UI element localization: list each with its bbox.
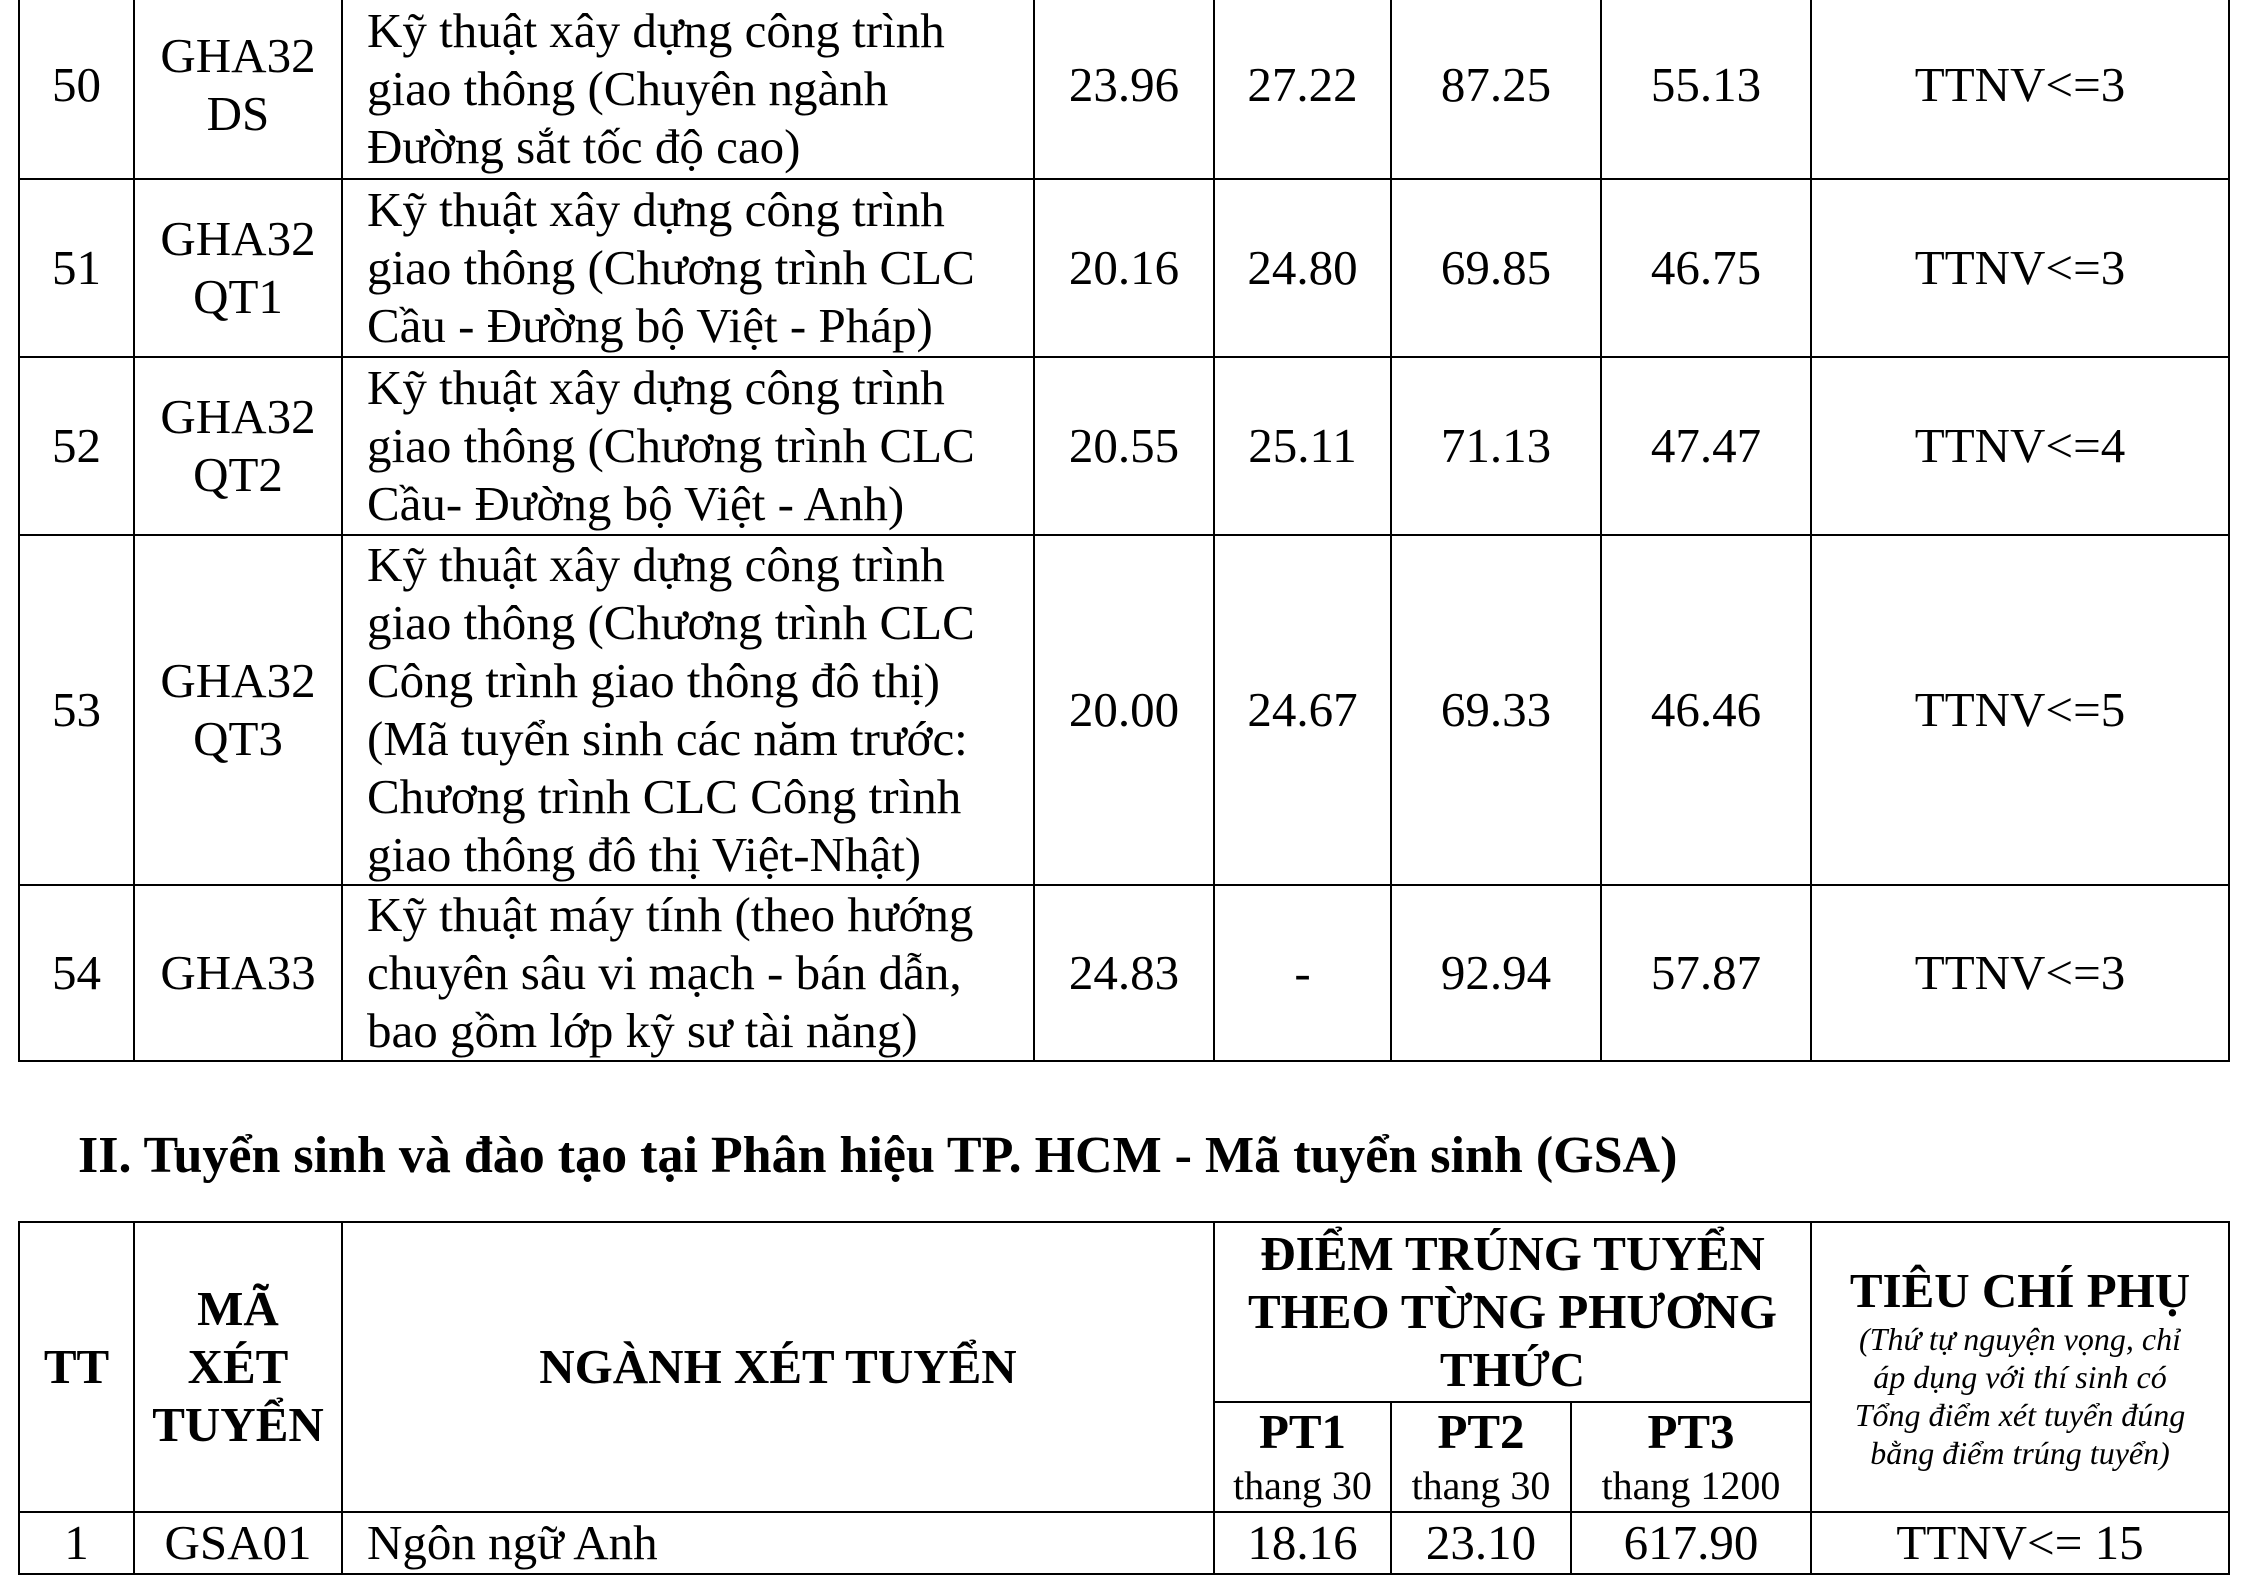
- row-nganh: [342, 179, 1034, 357]
- row-ma: [134, 0, 342, 179]
- row-ma: [134, 357, 342, 535]
- row-pt4: 46.75: [1601, 179, 1811, 357]
- header-diem-line: THEO TỪNG PHƯƠNG: [1247, 1284, 1778, 1339]
- ma-line: GHA33: [160, 945, 316, 1000]
- table-row: [19, 357, 2229, 535]
- row-nganh: Ngôn ngữ Anh: [342, 1512, 1214, 1574]
- header-pt-label: PT2: [1437, 1404, 1525, 1459]
- row-pt2: 27.22: [1214, 0, 1391, 179]
- row-pt1: 18.16: [1214, 1512, 1391, 1574]
- row-pt2: -: [1214, 885, 1391, 1061]
- header-nganh: NGÀNH XÉT TUYỂN: [342, 1222, 1214, 1512]
- ma-line: GHA32: [160, 28, 316, 83]
- row-pt3: 87.25: [1391, 0, 1601, 179]
- nganh-line: (Mã tuyển sinh các năm trước:: [367, 711, 968, 766]
- nganh-line: bao gồm lớp kỹ sư tài năng): [367, 1003, 918, 1058]
- ma-line: GHA32: [160, 211, 316, 266]
- header-row: [19, 1222, 2229, 1402]
- header-ma-line: MÃ: [197, 1281, 279, 1336]
- admission-table-gsa: [18, 1221, 2230, 1575]
- row-ma: [134, 885, 342, 1061]
- header-pt2: [1391, 1402, 1571, 1512]
- row-pt2: 24.67: [1214, 535, 1391, 885]
- ma-line: GHA32: [160, 653, 316, 708]
- row-pt4: 55.13: [1601, 0, 1811, 179]
- section-heading: II. Tuyển sinh và đào tạo tại Phân hiệu TP. HCM - Mã tuyển sinh (GSA): [78, 1127, 1678, 1184]
- row-ma: [134, 179, 342, 357]
- row-tieu-chi: TTNV<=3: [1811, 0, 2229, 179]
- row-pt3: 71.13: [1391, 357, 1601, 535]
- header-diem: [1214, 1222, 1811, 1402]
- nganh-line: Kỹ thuật xây dựng công trình: [367, 360, 945, 415]
- row-pt3: 617.90: [1571, 1512, 1811, 1574]
- header-tieu-chi: [1811, 1222, 2229, 1512]
- header-pt3: [1571, 1402, 1811, 1512]
- row-ma: GSA01: [134, 1512, 342, 1574]
- nganh-line: giao thông (Chương trình CLC: [367, 595, 975, 650]
- row-tieu-chi: TTNV<=3: [1811, 179, 2229, 357]
- row-pt1: 23.96: [1034, 0, 1214, 179]
- row-pt4: 57.87: [1601, 885, 1811, 1061]
- row-pt1: 20.55: [1034, 357, 1214, 535]
- row-nganh: [342, 885, 1034, 1061]
- ma-line: DS: [206, 86, 270, 141]
- row-pt2: 24.80: [1214, 179, 1391, 357]
- nganh-line: Kỹ thuật xây dựng công trình: [367, 537, 945, 592]
- header-pt-scale: thang 30: [1233, 1463, 1372, 1508]
- nganh-line: Cầu- Đường bộ Việt - Anh): [367, 476, 905, 531]
- row-ma: [134, 535, 342, 885]
- table-row: [19, 1512, 2229, 1574]
- header-diem-line: THỨC: [1439, 1342, 1586, 1397]
- nganh-line: Kỹ thuật xây dựng công trình: [367, 3, 945, 58]
- header-pt-scale: thang 30: [1411, 1463, 1551, 1508]
- row-nganh: [342, 0, 1034, 179]
- header-tieu-chi-note: áp dụng với thí sinh có: [1873, 1359, 2167, 1395]
- row-pt3: 69.85: [1391, 179, 1601, 357]
- nganh-line: chuyên sâu vi mạch - bán dẫn,: [367, 945, 962, 1000]
- row-pt1: 24.83: [1034, 885, 1214, 1061]
- row-pt3: 92.94: [1391, 885, 1601, 1061]
- row-tieu-chi: TTNV<=5: [1811, 535, 2229, 885]
- nganh-line: giao thông (Chương trình CLC: [367, 418, 975, 473]
- table-row: [19, 179, 2229, 357]
- row-pt4: 46.46: [1601, 535, 1811, 885]
- admission-table-main: [18, 0, 2230, 1062]
- row-tieu-chi: TTNV<= 15: [1811, 1512, 2229, 1574]
- nganh-line: Cầu - Đường bộ Việt - Pháp): [367, 298, 933, 353]
- nganh-line: giao thông đô thị Việt-Nhật): [367, 827, 922, 882]
- header-tieu-chi-note: (Thứ tự nguyện vọng, chỉ: [1859, 1321, 2181, 1357]
- header-tieu-chi-note: bằng điểm trúng tuyển): [1870, 1435, 2170, 1471]
- row-pt3: 69.33: [1391, 535, 1601, 885]
- header-tieu-chi-title: TIÊU CHÍ PHỤ: [1849, 1263, 2191, 1318]
- ma-line: QT2: [193, 447, 283, 502]
- nganh-line: Đường sắt tốc độ cao): [367, 119, 801, 174]
- row-pt1: 20.16: [1034, 179, 1214, 357]
- row-tieu-chi: TTNV<=3: [1811, 885, 2229, 1061]
- row-tt: 1: [19, 1512, 134, 1574]
- ma-line: QT1: [193, 269, 283, 324]
- ma-line: GHA32: [160, 389, 316, 444]
- row-pt4: 47.47: [1601, 357, 1811, 535]
- header-pt-label: PT3: [1647, 1404, 1735, 1459]
- header-pt-scale: thang 1200: [1601, 1463, 1781, 1508]
- header-ma-line: XÉT: [187, 1339, 289, 1394]
- row-nganh: [342, 535, 1034, 885]
- table-row: [19, 535, 2229, 885]
- header-tieu-chi-note: Tổng điểm xét tuyển đúng: [1854, 1397, 2186, 1433]
- row-pt1: 20.00: [1034, 535, 1214, 885]
- row-pt2: 23.10: [1391, 1512, 1571, 1574]
- header-diem-line: ĐIỂM TRÚNG TUYỂN: [1260, 1226, 1765, 1281]
- row-pt2: 25.11: [1214, 357, 1391, 535]
- header-pt1: [1214, 1402, 1391, 1512]
- row-tieu-chi: TTNV<=4: [1811, 357, 2229, 535]
- nganh-line: Chương trình CLC Công trình: [367, 769, 962, 824]
- row-tt: 50: [19, 0, 134, 179]
- row-nganh: [342, 357, 1034, 535]
- header-pt-label: PT1: [1258, 1404, 1347, 1459]
- nganh-line: Kỹ thuật xây dựng công trình: [367, 182, 945, 237]
- nganh-line: Công trình giao thông đô thị): [367, 653, 940, 708]
- ma-line: QT3: [193, 711, 283, 766]
- header-ma-line: TUYỂN: [152, 1397, 324, 1452]
- nganh-line: giao thông (Chương trình CLC: [367, 240, 975, 295]
- table-row: [19, 0, 2229, 179]
- nganh-line: giao thông (Chuyên ngành: [367, 61, 889, 116]
- nganh-line: Kỹ thuật máy tính (theo hướng: [367, 887, 974, 942]
- row-tt: 52: [19, 357, 134, 535]
- header-tt: TT: [19, 1222, 134, 1512]
- row-tt: 53: [19, 535, 134, 885]
- table-row: [19, 885, 2229, 1061]
- row-tt: 51: [19, 179, 134, 357]
- row-tt: 54: [19, 885, 134, 1061]
- header-ma: [134, 1222, 342, 1512]
